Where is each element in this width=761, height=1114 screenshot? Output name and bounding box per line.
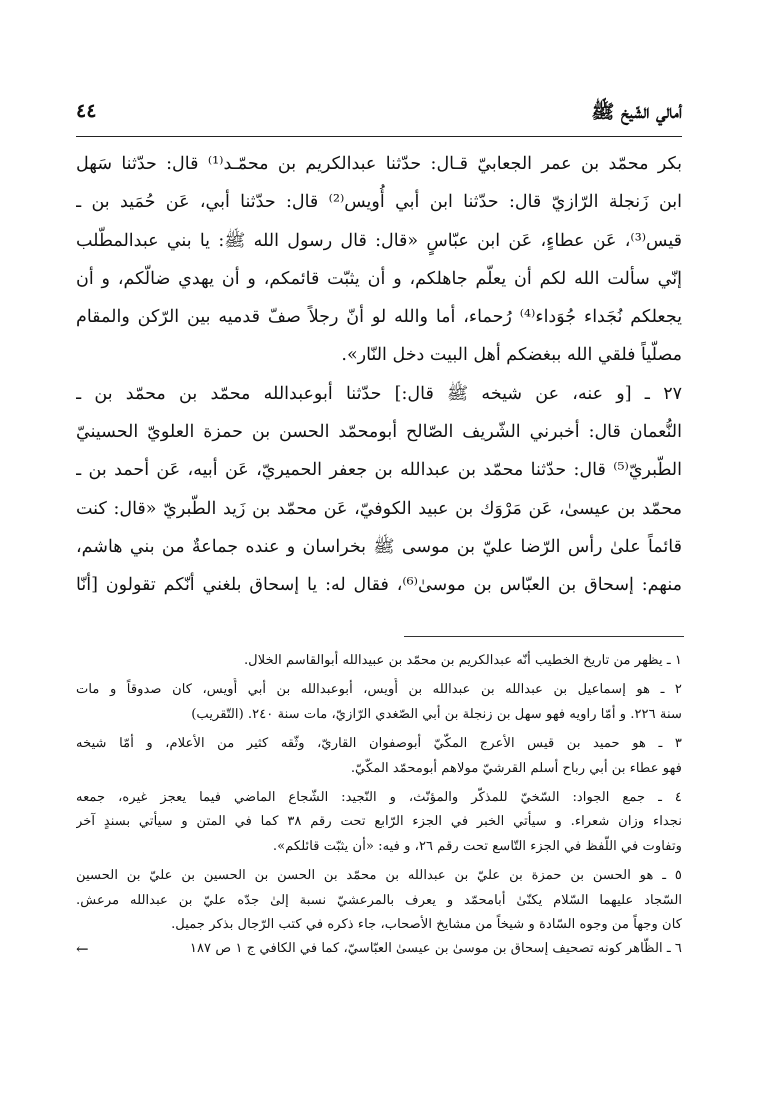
footnote-1 (76, 649, 682, 673)
text-line: الطّبريّ⁽⁵⁾ قال: حدّثنا محمّد بن عبدالله بن جعفر الحميريّ، عَن أبيه، عَن أحمد بن ـ (76, 460, 682, 481)
footnote-line: ٢ ـ هو إسماعيل بن عبدالله بن عبدالله بن أُويس، أبوعبدالله بن أبي أُويس، كان صدوقاً و مات (76, 682, 682, 698)
footnote-line: سنة ٢٢٦. و أمّا راويه فهو سهل بن زنجلة بن أبي الصّغدي الرّازيّ، مات سنة ٢٤٠. (التّقريب) (191, 706, 682, 722)
footnote-4 (76, 786, 682, 859)
footnote-line: فهو عطاء بن أبي رباح أسلم القرشيّ مولاهم أبومحمّد المكّيّ. (350, 760, 682, 776)
footnote-line: نجداء وزان شعراء. و سيأتي الخبر في الجزء الرّابع تحت رقم ٣٨ كما في المتن و سيأتي بسندٍ آخر (76, 814, 682, 830)
footnotes (76, 649, 682, 962)
footnote-line: وتفاوت في اللّفظ في الجزء التّاسع تحت رقم ٢٦، و فيه: «أن يثبّت قائلكم». (272, 838, 682, 854)
footnote-line: ٣ ـ هو حميد بن قيس الأعرج المكّيّ أبوصفوان القاريّ، وثّقه كثير من الأعلام، و أمّا شيخه (76, 736, 682, 752)
text-line: يجعلكم نُجَداء جُوَداء⁽⁴⁾ رُحماء، أما والله لو أنّ رجلاً صفّ قدميه بين الرّكن والمقام (76, 307, 682, 328)
text-line: قائماً علىٰ رأس الرّضا عليّ بن موسى ﷺ بخراسان و عنده جماعةٌ من بني هاشم، (76, 536, 682, 557)
text-line: منهم: إسحاق بن العبّاس بن موسىٰ⁽⁶⁾، فقال له: يا إسحاق بلغني أنّكم تقولون [أنّا (76, 575, 682, 596)
running-title: أمالي الشّيخ ﷺ (591, 101, 682, 123)
footnote-5 (76, 864, 682, 937)
footnote-line: السّجاد عليهما السّلام يكنّىٰ أبامحمّد و يعرف بالمرعشيّ نسبة إلىٰ جدّه عليّ بن عبدالله مرعش. (76, 892, 682, 908)
footnote-2 (76, 678, 682, 727)
footnote-line: كان وجهاً من وجوه السّادة و شيخاً من مشايخ الأصحاب، جاء ذكره في كتب الرّجال بذكر جميل. (171, 916, 682, 932)
footnote-line: ١ ـ يظهر من تاريخ الخطيب أنّه عبدالكريم بن محمّد بن عبيدالله أبوالقاسم الخلال. (243, 653, 682, 668)
text-line: ابن زَنجلة الرّازيّ قال: حدّثنا ابن أبي أُويس⁽²⁾ قال: حدّثنا أبي، عَن حُمَيد بن ـ (76, 192, 682, 213)
text-line: مصلّياً فلقي الله ببغضكم أهل البيت دخل النّار». (341, 345, 682, 366)
footnote-line: ٤ ـ جمع الجواد: السّخيّ للمذكّر والمؤنّث، و النّجيد: الشّجاع الماضي فيما يعجز غيره، جمعه (76, 789, 682, 805)
text-line: محمّد بن عيسىٰ، عَن مَرْوَك بن عبيد الكوفيّ، عَن محمّد بن زَيد الطّبريّ «قال: كنت (76, 498, 682, 519)
footnote-line: ٦ ـ الظّاهر كونه تصحيف إسحاق بن موسىٰ بن عيسىٰ العبّاسيّ، كما في الكافي ج ١ ص ١٨٧ (189, 941, 682, 957)
text-line: قيس⁽³⁾، عَن عطاءٍ، عَن ابن عبّاسٍ «قال: قال رسول الله ﷺ: يا بني عبدالمطّلب (76, 230, 682, 251)
text-line: بكر محمّد بن عمر الجعابيّ قـال: حدّثنا عبدالكريم بن محمّـد⁽¹⁾ قال: حدّثنا سَهل (76, 154, 682, 174)
text-line: ٢٧ ـ [و عنه، عن شيخه ﷺ قال:] حدّثنا أبوعبدالله محمّد بن محمّد بن ـ (76, 383, 682, 404)
main-text (76, 145, 682, 605)
footnote-rule (404, 636, 684, 637)
footnote-line: ٥ ـ هو الحسن بن حمزة بن عليّ بن عبدالله بن محمّد بن الحسن بن الحسين بن عليّ بن الحسين (76, 868, 682, 884)
arrow-left-icon: ← (76, 940, 89, 959)
footnote-3 (76, 732, 682, 781)
text-line: النُّعمان قال: أخبرني الشّريف الصّالح أبومحمّد الحسن بن حمزة العلويّ الحسينيّ (76, 422, 682, 443)
page-number: ٤٤ (76, 100, 97, 122)
footnote-6 (76, 937, 682, 961)
page-header (76, 98, 682, 132)
text-line: إنّي سألت الله لكم أن يعلّم جاهلكم، و أن يثبّت قائمكم، و أن يهدي ضالّكم، و أن (76, 268, 682, 289)
header-rule (76, 136, 682, 137)
